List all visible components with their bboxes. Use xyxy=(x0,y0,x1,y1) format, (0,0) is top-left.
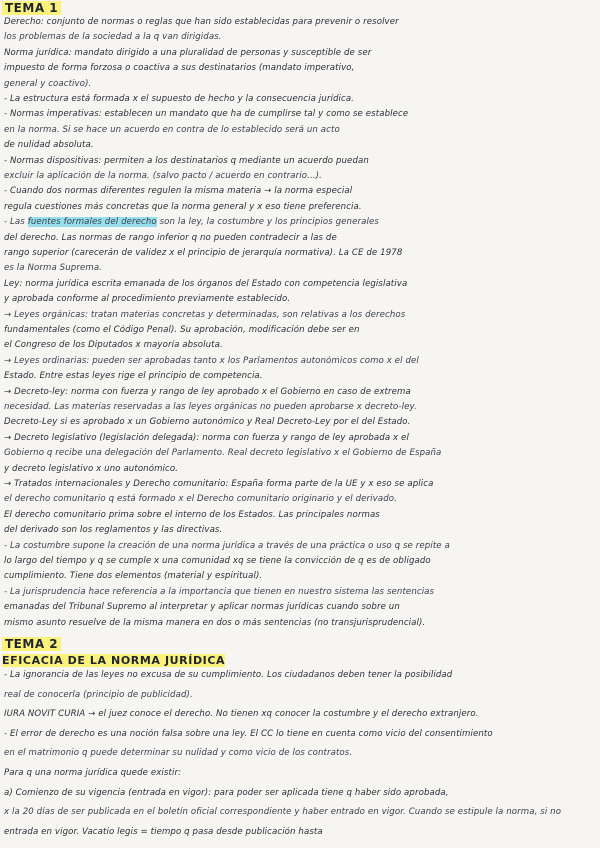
tema1-line: - La estructura está formada x el supuesto de hecho y la consecuencia jurídica. xyxy=(4,94,355,104)
tema2-line: en el matrimonio q puede determinar su nulidad y como vicio de los contratos. xyxy=(4,748,353,759)
tema1-line: impuesto de forma forzosa o coactiva a sus destinatarios (mandato imperativo, xyxy=(4,63,355,74)
tema1-line: → Tratados internacionales y Derecho comunitario: España forma parte de la UE y x eso se aplica xyxy=(4,479,434,489)
tema1-line: y decreto legislativo x uno autonómico. xyxy=(4,463,179,474)
tema2-line: - El error de derecho es una noción falsa sobre una ley. El CC lo tiene en cuenta como vicio del consentimiento xyxy=(4,728,493,739)
tema1-line: del derivado son los reglamentos y las directivas. xyxy=(4,525,223,536)
tema1-line: Norma jurídica: mandato dirigido a una pluralidad de personas y susceptible de ser xyxy=(4,47,372,58)
tema1-line: → Decreto legislativo (legislación delegada): norma con fuerza y rango de ley aprobada x el xyxy=(4,432,409,443)
highlighted-term: fuentes formales del derecho xyxy=(27,217,157,228)
tema1-line: Ley: norma jurídica escrita emanada de los órganos del Estado con competencia legislativa xyxy=(4,278,408,289)
tema2-line: - La ignorancia de las leyes no excusa de su cumplimiento. Los ciudadanos deben tener la posibilidad xyxy=(4,670,453,680)
tema1-line: → Decreto-ley: norma con fuerza y rango de ley aprobado x el Gobierno en caso de extrema xyxy=(4,386,411,397)
tema2-subtitle: EFICACIA DE LA NORMA JURÍDICA xyxy=(2,654,226,667)
tema1-line: de nulidad absoluta. xyxy=(4,140,94,151)
tema1-line: - Normas imperativas: establecen un mandato que ha de cumplirse tal y como se establece xyxy=(4,109,409,120)
tema1-line: y aprobada conforme al procedimiento previamente establecido. xyxy=(4,294,291,305)
tema2-line: x la 20 días de ser publicada en el boletín oficial correspondiente y haber entrado en vigor. Cuando se estipule la norma, si no xyxy=(4,807,562,818)
tema2-line: entrada en vigor. Vacatio legis = tiempo q pasa desde publicación hasta xyxy=(4,826,323,837)
tema1-line: regula cuestiones más concretas que la norma general y x eso tiene preferencia. xyxy=(4,201,362,212)
tema1-line: cumplimiento. Tiene dos elementos (material y espiritual). xyxy=(4,571,263,582)
tema2-line: IURA NOVIT CURIA → el juez conoce el derecho. No tienen xq conocer la costumbre y el derecho extranjero. xyxy=(4,709,479,720)
tema1-line: El derecho comunitario prima sobre el interno de los Estados. Las principales normas xyxy=(4,509,380,520)
tema1-title: TEMA 1 xyxy=(2,1,61,15)
tema1-line: Decreto-Ley si es aprobado x un Gobierno autonómico y Real Decreto-Ley por el del Estado. xyxy=(4,417,411,428)
tema1-line: el derecho comunitario q está formado x el Derecho comunitario originario y el derivado. xyxy=(4,494,397,505)
tema1-line: Estado. Entre estas leyes rige el principio de competencia. xyxy=(4,371,263,382)
tema1-line: general y coactivo). xyxy=(4,78,92,89)
tema2-title: TEMA 2 xyxy=(2,637,61,651)
tema2-line: Para q una norma jurídica quede existir: xyxy=(4,768,182,778)
tema1-line: - Cuando dos normas diferentes regulen la misma materia → la norma especial xyxy=(4,186,353,197)
tema1-line: en la norma. Si se hace un acuerdo en contra de lo establecido será un acto xyxy=(4,124,340,135)
tema1-line: del derecho. Las normas de rango inferior q no pueden contradecir a las de xyxy=(4,232,337,243)
tema1-line: es la Norma Suprema. xyxy=(4,263,103,274)
tema1-line: rango superior (carecerán de validez x el principio de jerarquía normativa). La CE de 1978 xyxy=(4,248,403,258)
tema1-line: Gobierno q recibe una delegación del Parlamento. Real decreto legislativo x el Gobierno de España xyxy=(4,448,442,459)
tema1-line: emanadas del Tribunal Supremo al interpretar y aplicar normas jurídicas cuando sobre un xyxy=(4,602,400,613)
tema1-line: necesidad. Las materias reservadas a las leyes orgánicas no pueden aprobarse x decreto-ley. xyxy=(4,402,417,412)
tema1-line: fundamentales (como el Código Penal). Su aprobación, modificación debe ser en xyxy=(4,325,360,335)
tema1-line: mismo asunto resuelve de la misma manera en dos o más sentencias (no transjurisprudencial). xyxy=(4,617,426,628)
tema1-line: → Leyes orgánicas: tratan materias concretas y determinadas, son relativas a los derechos xyxy=(4,309,406,320)
tema1-line: - La costumbre supone la creación de una norma jurídica a través de una práctica o uso q se repite a xyxy=(4,540,450,551)
tema1-line: lo largo del tiempo y q se cumple x una comunidad xq se tiene la convicción de q es de obligado xyxy=(4,556,431,566)
tema1-line: → Leyes ordinarias: pueden ser aprobadas tanto x los Parlamentos autonómicos como x el del xyxy=(4,355,419,366)
tema2-line: real de conocerla (principio de publicidad). xyxy=(4,689,193,700)
tema1-line: - La jurisprudencia hace referencia a la importancia que tienen en nuestro sistema las sentencias xyxy=(4,586,435,597)
tema1-line: - Normas dispositivas: permiten a los destinatarios q mediante un acuerdo puedan xyxy=(4,155,369,166)
tema1-line: excluir la aplicación de la norma. (salvo pacto / acuerdo en contrario...). xyxy=(4,171,322,181)
tema2-line: a) Comienzo de su vigencia (entrada en vigor): para poder ser aplicada tiene q haber sido aprobada, xyxy=(4,787,449,798)
tema1-line: los problemas de la sociedad a la q van dirigidas. xyxy=(4,32,222,43)
tema1-line: Derecho: conjunto de normas o reglas que han sido establecidas para prevenir o resolver xyxy=(4,17,399,27)
tema1-line: - Las fuentes formales del derecho son la ley, la costumbre y los principios generales xyxy=(4,217,379,228)
tema1-line: el Congreso de los Diputados x mayoría absoluta. xyxy=(4,340,223,351)
